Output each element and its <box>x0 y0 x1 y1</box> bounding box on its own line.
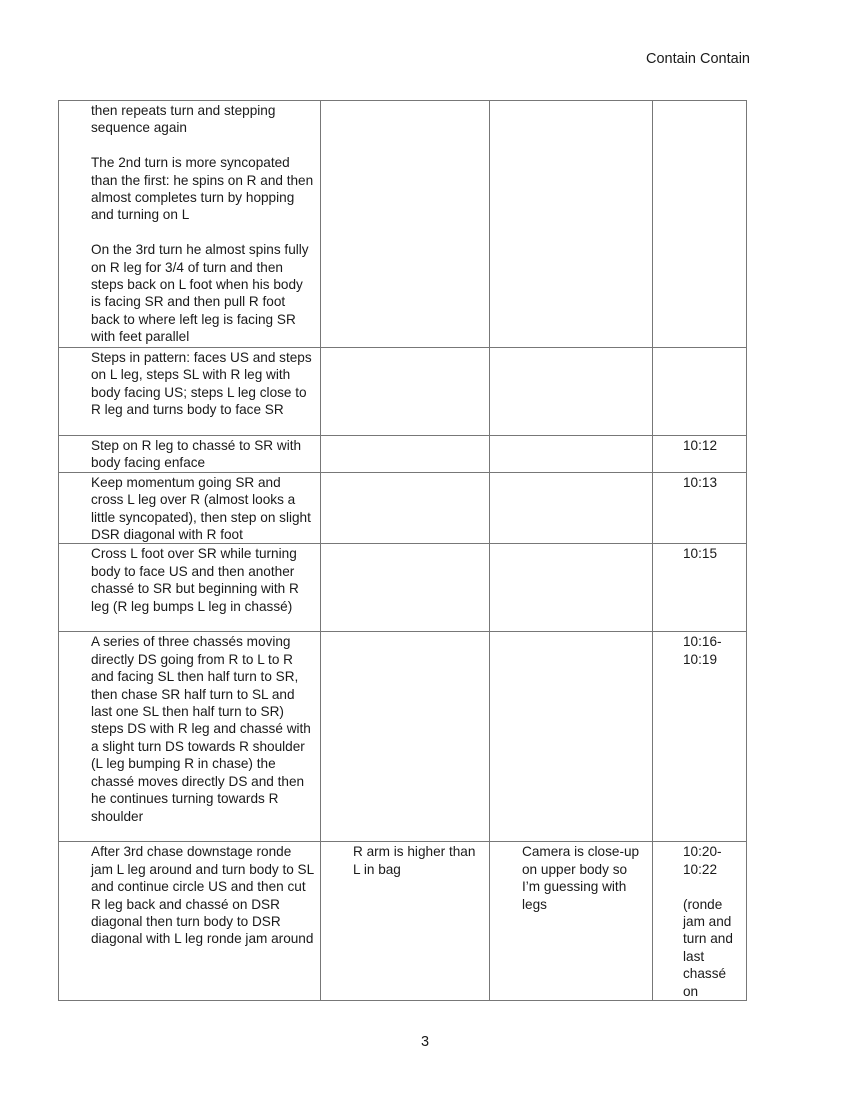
table-row <box>59 472 747 544</box>
time-cell-text: 10:16- 10:19 <box>683 634 722 667</box>
notes-cell-text <box>490 348 652 349</box>
arms-cell-text <box>321 101 489 102</box>
movement-cell-text: A series of three chassés moving directly DS going from R to L to R and facing SL then half turn to SR, then chase SR half turn to SL and last one SL then half turn to SR) steps DS with R leg and chassé with a slight turn DS towards R shoulder (L leg bumping R in chase) the chassé moves directly DS and then he continues turning towards R shoulder <box>91 634 311 824</box>
movement-cell-text: then repeats turn and stepping sequence again The 2nd turn is more syncopated than the first: he spins on R and then almost completes turn by hopping and turning on L On the 3rd turn he almost spins fully on R leg for 3/4 of turn and then steps back on L foot when his body is facing SR and then pull R foot back to where left leg is facing SR with feet parallel <box>91 103 314 345</box>
time-cell <box>653 544 747 632</box>
time-cell <box>653 842 747 1001</box>
time-cell-text <box>653 348 746 349</box>
table-row <box>59 544 747 632</box>
notes-cell-text <box>490 436 652 437</box>
time-cell-text: 10:12 <box>683 438 718 453</box>
movement-cell-text: Step on R leg to chassé to SR with body facing enface <box>91 438 302 471</box>
arms-cell <box>321 436 490 473</box>
movement-cell <box>59 436 321 473</box>
arms-cell-text <box>321 348 489 349</box>
notes-cell <box>490 842 653 1001</box>
movement-notation-table <box>58 100 747 1001</box>
notes-cell-text <box>490 101 652 102</box>
time-cell <box>653 348 747 436</box>
arms-cell-text <box>321 473 489 474</box>
time-cell <box>653 472 747 544</box>
movement-cell-text: Cross L foot over SR while turning body to face US and then another chassé to SR but beginning with R leg (R leg bumps L leg in chassé) <box>91 546 299 614</box>
movement-cell-text: After 3rd chase downstage ronde jam L leg around and turn body to SL and continue circle US and then cut R leg back and chassé on DSR diagonal then turn body to DSR diagonal with L leg ronde jam around <box>91 844 314 947</box>
table-row <box>59 632 747 842</box>
movement-cell-text: Steps in pattern: faces US and steps on L leg, steps SL with R leg with body facing US; steps L leg close to R leg and turns body to face SR <box>91 350 312 418</box>
arms-cell <box>321 632 490 842</box>
table-row <box>59 348 747 436</box>
time-cell <box>653 436 747 473</box>
time-cell-text: 10:20- 10:22 (ronde jam and turn and last chassé on <box>683 844 733 999</box>
arms-cell-text <box>321 436 489 437</box>
movement-cell <box>59 632 321 842</box>
movement-cell <box>59 842 321 1001</box>
arms-cell-text <box>321 544 489 545</box>
time-cell-text: 10:15 <box>683 546 718 562</box>
arms-cell <box>321 472 490 544</box>
table-row <box>59 842 747 1001</box>
arms-cell <box>321 101 490 348</box>
notes-cell <box>490 472 653 544</box>
time-cell-text: 10:13 <box>683 474 718 490</box>
running-header: Contain Contain <box>646 51 750 67</box>
notes-cell-text <box>490 632 652 633</box>
notes-cell-text <box>490 544 652 545</box>
movement-cell <box>59 101 321 348</box>
arms-cell <box>321 842 490 1001</box>
notes-cell <box>490 348 653 436</box>
movement-cell-text: Keep momentum going SR and cross L leg over R (almost looks a little syncopated), then step on slight DSR diagonal with R foot <box>91 474 311 543</box>
movement-cell <box>59 544 321 632</box>
movement-cell <box>59 348 321 436</box>
time-cell <box>653 101 747 348</box>
arms-cell <box>321 348 490 436</box>
notes-cell-text <box>490 473 652 474</box>
table-row <box>59 436 747 473</box>
arms-cell-text <box>321 632 489 633</box>
notes-cell-text: Camera is close-up on upper body so I’m guessing with legs <box>522 844 640 912</box>
notes-cell <box>490 632 653 842</box>
table-row <box>59 101 747 348</box>
time-cell <box>653 632 747 842</box>
notes-cell <box>490 436 653 473</box>
arms-cell <box>321 544 490 632</box>
time-cell-text <box>653 101 746 102</box>
notes-cell <box>490 544 653 632</box>
page-number: 3 <box>420 1034 430 1050</box>
movement-cell <box>59 472 321 544</box>
notes-cell <box>490 101 653 348</box>
arms-cell-text: R arm is higher than L in bag <box>353 844 476 877</box>
